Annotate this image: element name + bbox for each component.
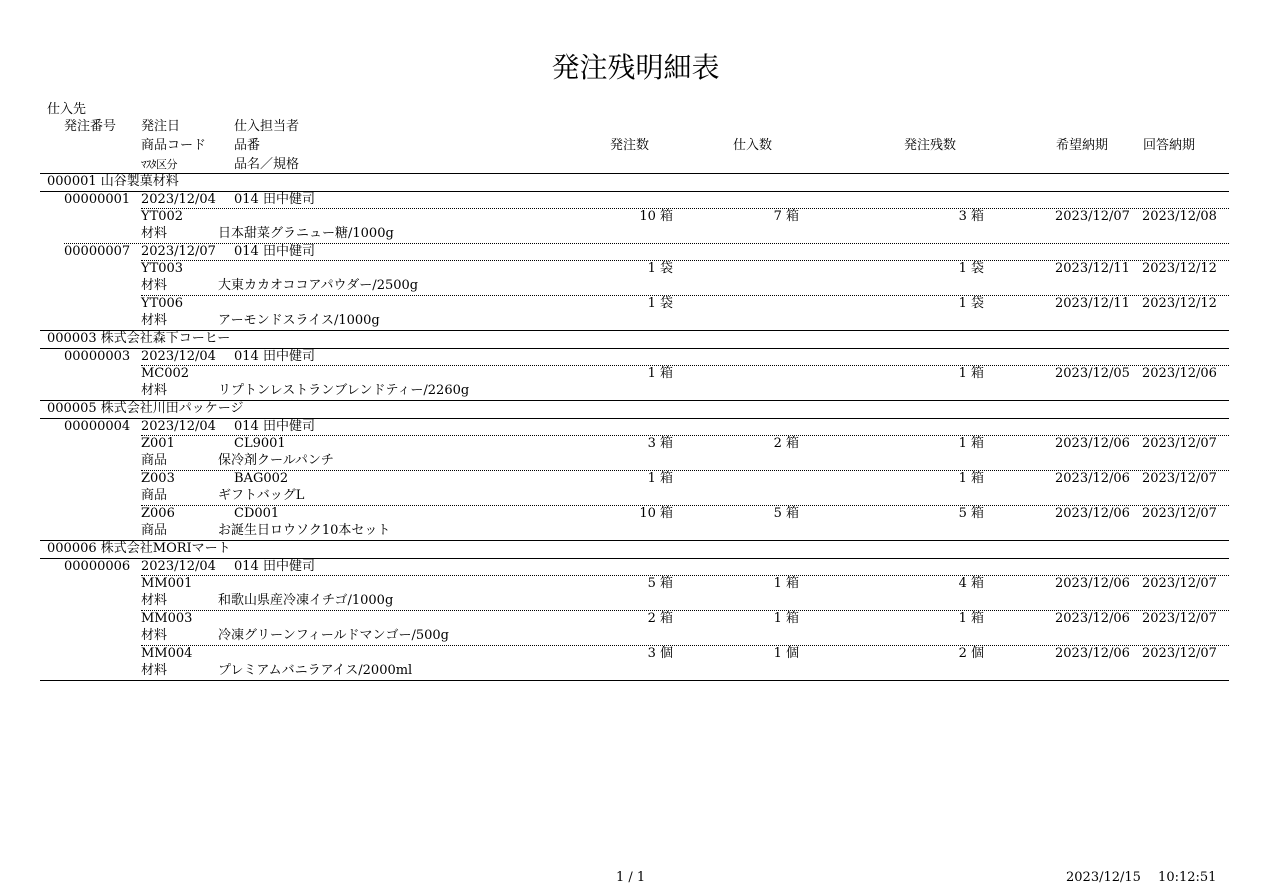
received-qty: 7 箱 [773, 209, 799, 224]
answered-date: 2023/12/07 [1142, 646, 1217, 661]
item-code: MM001 [141, 576, 193, 591]
order-number: 00000001 [64, 192, 131, 207]
item-name: 日本甜菜グラニュー糖/1000g [218, 226, 394, 241]
item-name: 大東カカオココアパウダー/2500g [218, 278, 419, 293]
header-supplier: 仕入先 [47, 102, 87, 117]
order-qty: 10 箱 [639, 209, 673, 224]
remaining-qty: 2 個 [958, 646, 984, 661]
part-number: CL9001 [234, 436, 286, 451]
answered-date: 2023/12/07 [1142, 576, 1217, 591]
order-date: 2023/12/07 [141, 244, 216, 259]
desired-date: 2023/12/11 [1055, 261, 1130, 276]
item-name: ギフトバッグL [218, 488, 305, 503]
order-qty: 1 袋 [647, 296, 673, 311]
desired-date: 2023/12/05 [1055, 366, 1130, 381]
buyer-name: 014 田中健司 [234, 559, 315, 574]
supplier-divider [40, 191, 1229, 192]
desired-date: 2023/12/11 [1055, 296, 1130, 311]
item-code: MM003 [141, 611, 193, 626]
supplier-name: 000005 株式会社川田パッケージ [47, 401, 244, 416]
buyer-name: 014 田中健司 [234, 192, 315, 207]
order-qty: 10 箱 [639, 506, 673, 521]
header-order-no: 発注番号 [64, 119, 117, 134]
buyer-name: 014 田中健司 [234, 349, 315, 364]
desired-date: 2023/12/06 [1055, 471, 1130, 486]
order-number: 00000007 [64, 244, 131, 259]
master-class: 材料 [141, 383, 168, 398]
answered-date: 2023/12/07 [1142, 506, 1217, 521]
master-class: 材料 [141, 278, 168, 293]
header-order-date: 発注日 [141, 119, 181, 134]
answered-date: 2023/12/07 [1142, 611, 1217, 626]
master-class: 材料 [141, 628, 168, 643]
header-master-class: ﾏｽﾀ区分 [141, 158, 177, 171]
master-class: 材料 [141, 226, 168, 241]
group-divider [40, 680, 1229, 681]
supplier-divider [40, 558, 1229, 559]
received-qty: 1 箱 [773, 611, 799, 626]
supplier-divider [40, 418, 1229, 419]
item-name: アーモンドスライス/1000g [218, 313, 380, 328]
item-name: 保冷剤クールパンチ [218, 453, 334, 468]
printed-timestamp: 2023/12/15 10:12:51 [1066, 870, 1217, 885]
remaining-qty: 5 箱 [958, 506, 984, 521]
desired-date: 2023/12/07 [1055, 209, 1130, 224]
master-class: 商品 [141, 488, 168, 503]
master-class: 材料 [141, 593, 168, 608]
desired-date: 2023/12/06 [1055, 436, 1130, 451]
page-number: 1 / 1 [616, 870, 646, 885]
answered-date: 2023/12/12 [1142, 296, 1217, 311]
remaining-qty: 1 箱 [958, 436, 984, 451]
order-number: 00000006 [64, 559, 131, 574]
master-class: 商品 [141, 523, 168, 538]
supplier-name: 000003 株式会社森下コーヒー [47, 331, 231, 346]
item-name: お誕生日ロウソク10本セット [218, 523, 391, 538]
order-qty: 5 箱 [647, 576, 673, 591]
header-received-qty: 仕入数 [733, 138, 773, 153]
order-qty: 1 箱 [647, 366, 673, 381]
order-qty: 1 箱 [647, 471, 673, 486]
master-class: 商品 [141, 453, 168, 468]
item-code: Z003 [141, 471, 175, 486]
item-name: リプトンレストランブレンドティー/2260g [218, 383, 470, 398]
answered-date: 2023/12/07 [1142, 436, 1217, 451]
remaining-qty: 1 箱 [958, 611, 984, 626]
header-answered-date: 回答納期 [1143, 138, 1196, 153]
header-desired-date: 希望納期 [1056, 138, 1109, 153]
answered-date: 2023/12/07 [1142, 471, 1217, 486]
order-date: 2023/12/04 [141, 559, 216, 574]
supplier-divider [40, 348, 1229, 349]
part-number: CD001 [234, 506, 280, 521]
item-name: 冷凍グリーンフィールドマンゴー/500g [218, 628, 449, 643]
remaining-qty: 1 箱 [958, 366, 984, 381]
header-buyer: 仕入担当者 [234, 119, 300, 134]
order-number: 00000004 [64, 419, 131, 434]
header-part-no: 品番 [234, 138, 261, 153]
received-qty: 1 箱 [773, 576, 799, 591]
header-item-code: 商品コード [141, 138, 207, 153]
order-date: 2023/12/04 [141, 192, 216, 207]
buyer-name: 014 田中健司 [234, 419, 315, 434]
desired-date: 2023/12/06 [1055, 611, 1130, 626]
received-qty: 1 個 [773, 646, 799, 661]
order-date: 2023/12/04 [141, 349, 216, 364]
item-code: YT002 [141, 209, 184, 224]
remaining-qty: 1 袋 [958, 296, 984, 311]
item-code: MC002 [141, 366, 190, 381]
item-code: YT003 [141, 261, 184, 276]
remaining-qty: 3 箱 [958, 209, 984, 224]
answered-date: 2023/12/12 [1142, 261, 1217, 276]
remaining-qty: 4 箱 [958, 576, 984, 591]
item-name: 和歌山県産冷凍イチゴ/1000g [218, 593, 394, 608]
remaining-qty: 1 袋 [958, 261, 984, 276]
order-qty: 3 個 [647, 646, 673, 661]
desired-date: 2023/12/06 [1055, 646, 1130, 661]
part-number: BAG002 [234, 471, 289, 486]
remaining-qty: 1 箱 [958, 471, 984, 486]
item-code: Z001 [141, 436, 175, 451]
order-qty: 3 箱 [647, 436, 673, 451]
desired-date: 2023/12/06 [1055, 576, 1130, 591]
supplier-name: 000006 株式会社MORIマート [47, 541, 231, 556]
answered-date: 2023/12/06 [1142, 366, 1217, 381]
supplier-name: 000001 山谷製菓材料 [47, 174, 179, 189]
item-code: YT006 [141, 296, 184, 311]
master-class: 材料 [141, 663, 168, 678]
header-divider [40, 173, 1229, 174]
header-order-qty: 発注数 [610, 138, 650, 153]
order-date: 2023/12/04 [141, 419, 216, 434]
header-item-name: 品名／規格 [234, 157, 300, 172]
buyer-name: 014 田中健司 [234, 244, 315, 259]
order-qty: 1 袋 [647, 261, 673, 276]
report-title: 発注残明細表 [551, 51, 720, 84]
desired-date: 2023/12/06 [1055, 506, 1130, 521]
item-name: プレミアムバニラアイス/2000ml [218, 663, 413, 678]
item-code: MM004 [141, 646, 193, 661]
order-qty: 2 箱 [647, 611, 673, 626]
received-qty: 5 箱 [773, 506, 799, 521]
master-class: 材料 [141, 313, 168, 328]
answered-date: 2023/12/08 [1142, 209, 1217, 224]
item-code: Z006 [141, 506, 175, 521]
order-number: 00000003 [64, 349, 131, 364]
received-qty: 2 箱 [773, 436, 799, 451]
header-remaining-qty: 発注残数 [904, 138, 957, 153]
